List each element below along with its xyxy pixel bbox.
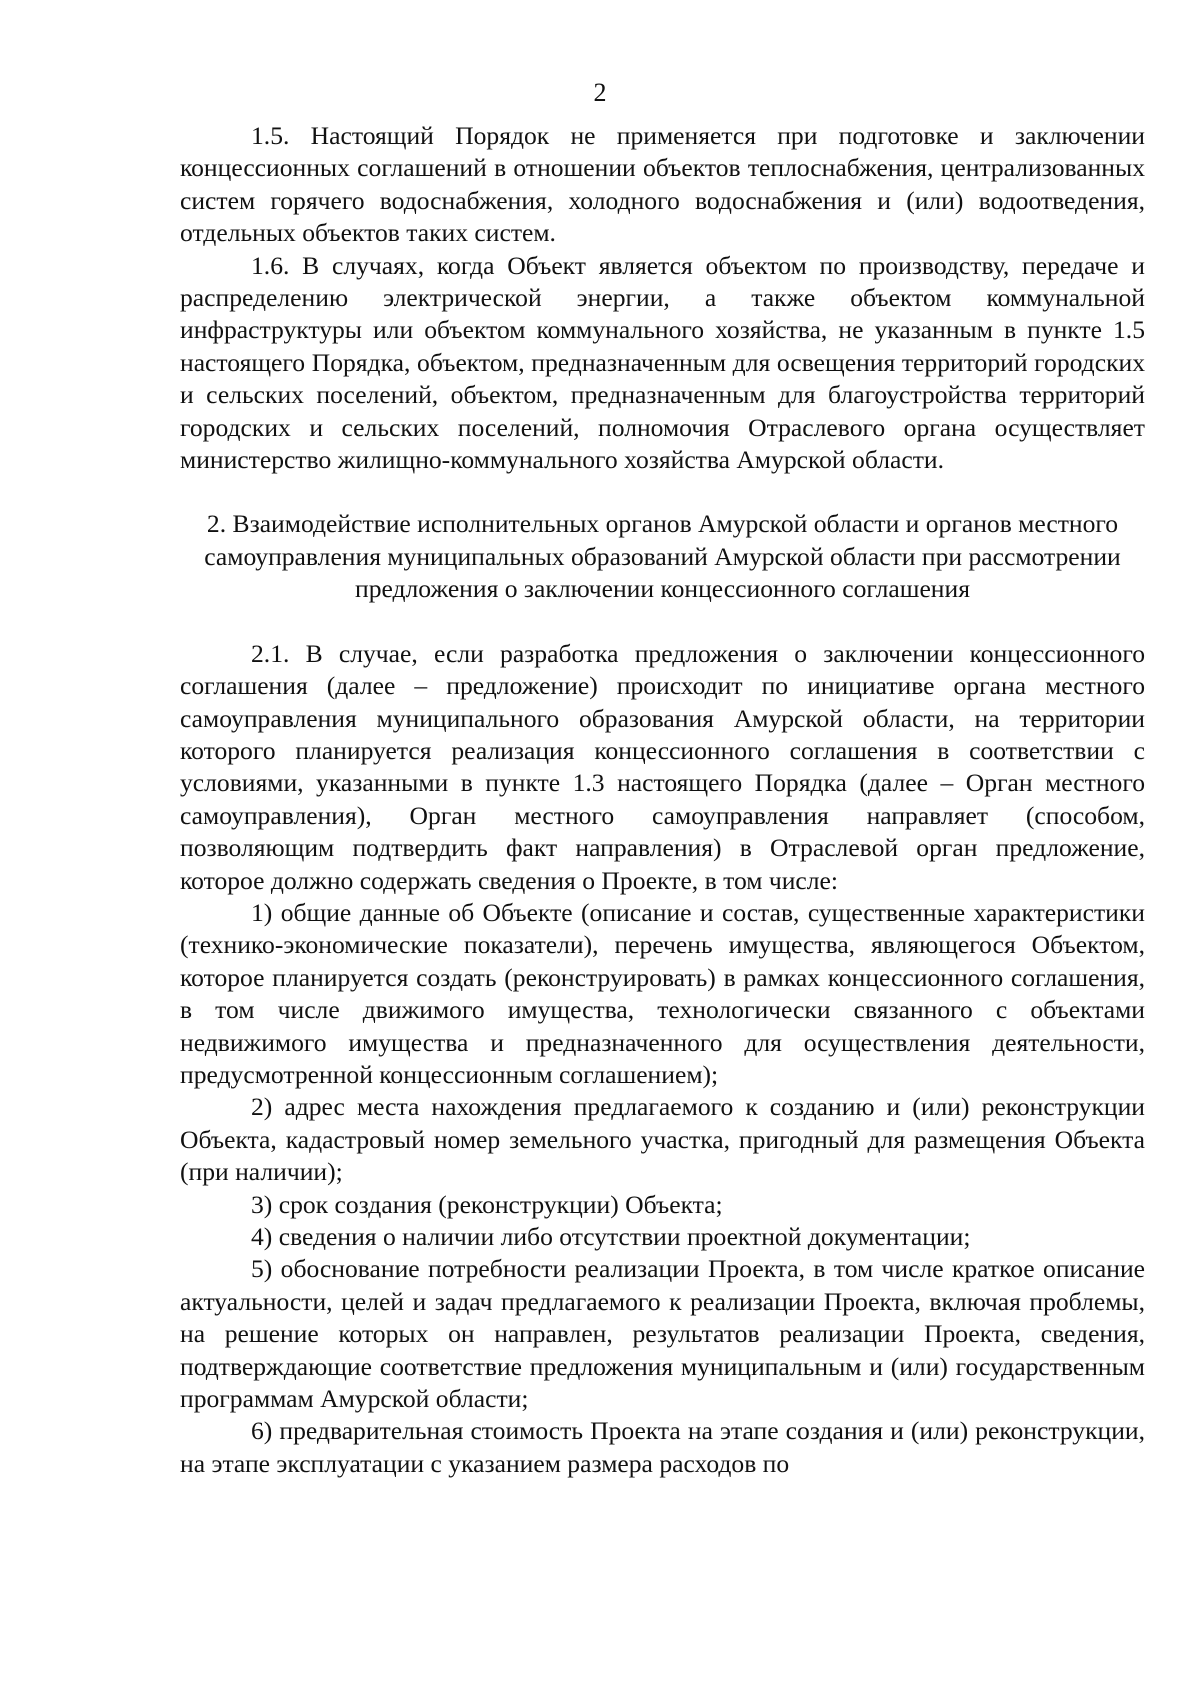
paragraph-2-1: 2.1. В случае, если разработка предложения о заключении концессионного соглашения (далее – предложение) происходит по инициативе органа местного самоуправления муниципального образования Амурской области, на территории которого планируется реализация концессионного соглашения в соответствии с условиями, указанными в пункте 1.3 настоящего Порядка (далее – Орган местного самоуправления), Орган местного самоуправления направляет (способом, позволяющим подтвердить факт направления) в Отраслевой орган предложение, которое должно содержать сведения о Проекте, в том числе: <box>180 638 1145 895</box>
list-item-2: 2) адрес места нахождения предлагаемого к созданию и (или) реконструкции Объекта, кадастровый номер земельного участка, пригодный для размещения Объекта (при наличии); <box>180 1092 1145 1187</box>
spacer <box>180 606 1145 638</box>
list-item-4: 4) сведения о наличии либо отсутствии проектной документации; <box>251 1222 971 1251</box>
document-body <box>180 120 1145 1480</box>
list-item-1: 1) общие данные об Объекте (описание и состав, существенные характеристики (технико-экономические показатели), перечень имущества, являющегося Объектом, которое планируется создать (реконструировать) в рамках концессионного соглашения, в том числе движимого имущества, технологически связанного с объектами недвижимого имущества и предназначенного для осуществления деятельности, предусмотренной концессионным соглашением); <box>180 897 1145 1089</box>
list-item-6: 6) предварительная стоимость Проекта на этапе создания и (или) реконструкции, на этапе эксплуатации с указанием размера расходов по <box>180 1416 1145 1478</box>
list-item-5: 5) обоснование потребности реализации Проекта, в том числе краткое описание актуальности, целей и задач предлагаемого к реализации Проекта, включая проблемы, на решение которых он направлен, результатов реализации Проекта, сведения, подтверждающие соответствие предложения муниципальным и (или) государственным программам Амурской области; <box>180 1254 1145 1414</box>
list-item-3: 3) срок создания (реконструкции) Объекта; <box>251 1189 723 1219</box>
page-number: 2 <box>593 78 607 107</box>
section-2-heading: 2. Взаимодействие исполнительных органов Амурской области и органов местного самоуправления муниципальных образований Амурской области при рассмотрении предложения о заключении концессионного соглашения <box>204 509 1121 604</box>
paragraph-1-5: 1.5. Настоящий Порядок не применяется при подготовке и заключении концессионных соглашений в отношении объектов теплоснабжения, централизованных систем горячего водоснабжения, холодного водоснабжения и (или) водоотведения, отдельных объектов таких систем. <box>180 121 1145 248</box>
spacer <box>180 476 1145 508</box>
paragraph-1-6: 1.6. В случаях, когда Объект является объектом по производству, передаче и распределению электрической энергии, а также объектом коммунальной инфраструктуры или объектом коммунального хозяйства, не указанным в пункте 1.5 настоящего Порядка, объектом, предназначенным для освещения территорий городских и сельских поселений, объектом, предназначенным для благоустройства территорий городских и сельских поселений, полномочия Отраслевого органа осуществляет министерство жилищно-коммунального хозяйства Амурской области. <box>180 250 1145 475</box>
